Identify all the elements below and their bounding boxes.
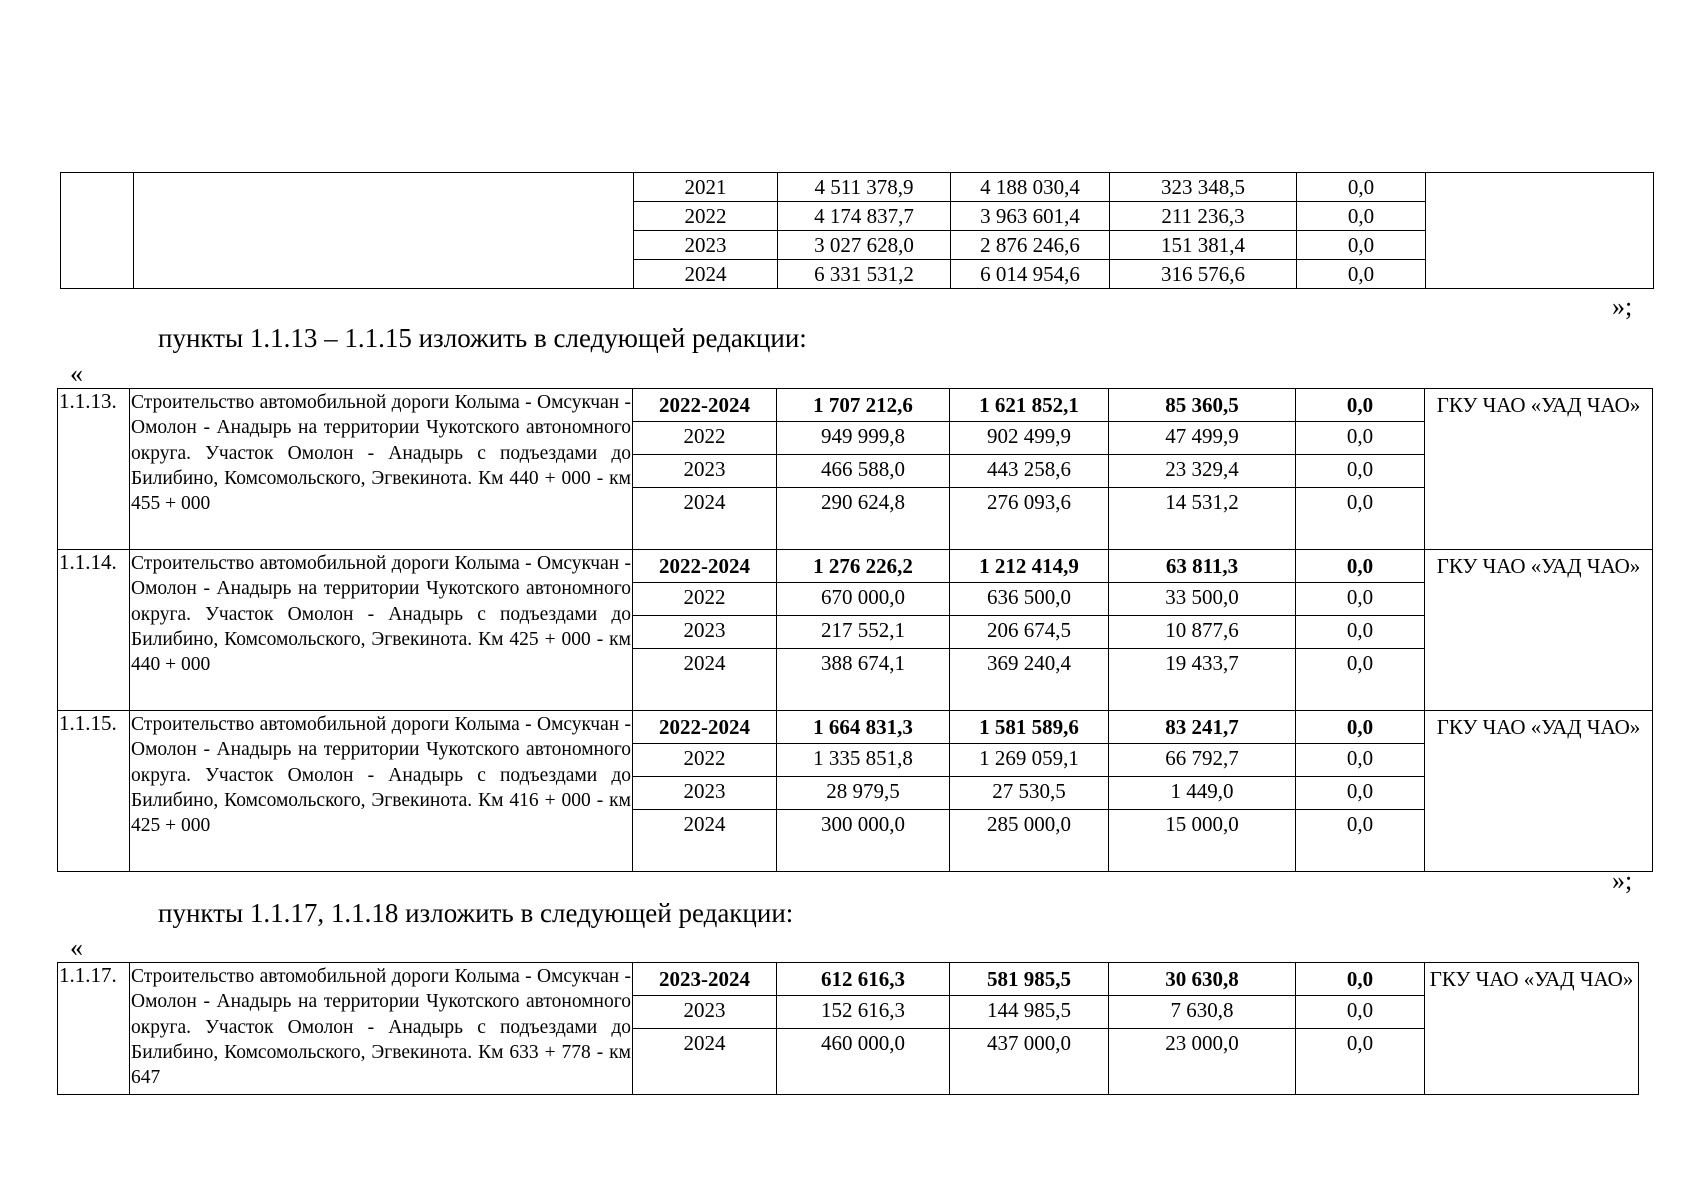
total-cell: 217 552,1 [777, 616, 950, 649]
other-cell: 0,0 [1296, 996, 1425, 1029]
item-number: 1.1.17. [58, 963, 130, 1095]
year-cell: 2023 [633, 616, 777, 649]
year-cell: 2021 [634, 173, 778, 202]
opening-quote-2: « [70, 933, 83, 962]
middle-table [57, 388, 1653, 872]
year-cell: 2022 [634, 202, 778, 231]
regional-cell: 23 000,0 [1109, 1029, 1296, 1095]
other-cell: 0,0 [1297, 231, 1426, 260]
regional-cell: 85 360,5 [1109, 389, 1296, 422]
table-row [61, 173, 1654, 202]
total-cell: 466 588,0 [777, 455, 950, 488]
year-cell: 2023 [633, 777, 777, 810]
item-description: Строительство автомобильной дороги Колыма - Омсукчан - Омолон - Анадырь на территории Чукотского автономного округа. Участок Омолон - Анадырь с подъездами до Билибино, Комсомольского, Эгвекинота. Км 425 + 000 - км 440 + 000 [130, 550, 633, 711]
year-cell: 2022 [633, 422, 777, 455]
regional-cell: 7 630,8 [1109, 996, 1296, 1029]
total-cell: 3 027 628,0 [778, 231, 951, 260]
year-cell: 2024 [633, 649, 777, 711]
regional-cell: 30 630,8 [1109, 963, 1296, 996]
other-cell: 0,0 [1296, 389, 1425, 422]
federal-cell: 206 674,5 [950, 616, 1109, 649]
federal-cell: 2 876 246,6 [951, 231, 1110, 260]
regional-cell: 83 241,7 [1109, 711, 1296, 744]
federal-cell: 3 963 601,4 [951, 202, 1110, 231]
regional-cell: 323 348,5 [1110, 173, 1297, 202]
year-cell: 2022-2024 [633, 389, 777, 422]
federal-cell: 1 212 414,9 [950, 550, 1109, 583]
item-number: 1.1.15. [58, 711, 130, 872]
other-cell: 0,0 [1297, 173, 1426, 202]
regional-cell: 47 499,9 [1109, 422, 1296, 455]
closing-quote-2: »; [1612, 866, 1633, 895]
total-cell: 460 000,0 [777, 1029, 950, 1095]
year-cell: 2022-2024 [633, 550, 777, 583]
year-cell: 2024 [633, 810, 777, 872]
year-cell: 2024 [633, 488, 777, 550]
total-cell: 290 624,8 [777, 488, 950, 550]
total-cell: 4 174 837,7 [778, 202, 951, 231]
organization-cell [1426, 173, 1654, 289]
other-cell: 0,0 [1296, 583, 1425, 616]
federal-cell: 1 621 852,1 [950, 389, 1109, 422]
responsible-organization: ГКУ ЧАО «УАД ЧАО» [1425, 963, 1639, 1095]
federal-cell: 144 985,5 [950, 996, 1109, 1029]
federal-cell: 276 093,6 [950, 488, 1109, 550]
closing-quote-1: »; [1612, 292, 1633, 321]
item-description: Строительство автомобильной дороги Колыма - Омсукчан - Омолон - Анадырь на территории Чукотского автономного округа. Участок Омолон - Анадырь с подъездами до Билибино, Комсомольского, Эгвекинота. Км 440 + 000 - км 455 + 000 [130, 389, 633, 550]
year-cell: 2022 [633, 583, 777, 616]
federal-cell: 437 000,0 [950, 1029, 1109, 1095]
responsible-organization: ГКУ ЧАО «УАД ЧАО» [1425, 550, 1653, 711]
other-cell: 0,0 [1296, 649, 1425, 711]
federal-cell: 27 530,5 [950, 777, 1109, 810]
top-table [60, 172, 1654, 289]
federal-cell: 636 500,0 [950, 583, 1109, 616]
other-cell: 0,0 [1296, 744, 1425, 777]
federal-cell: 902 499,9 [950, 422, 1109, 455]
table-row [58, 389, 1653, 422]
federal-cell: 4 188 030,4 [951, 173, 1110, 202]
table-row [58, 711, 1653, 744]
total-cell: 1 707 212,6 [777, 389, 950, 422]
other-cell: 0,0 [1297, 202, 1426, 231]
regional-cell: 211 236,3 [1110, 202, 1297, 231]
table-row [58, 550, 1653, 583]
other-cell: 0,0 [1297, 260, 1426, 289]
number-cell [61, 173, 134, 289]
regional-cell: 63 811,3 [1109, 550, 1296, 583]
federal-cell: 6 014 954,6 [951, 260, 1110, 289]
item-number: 1.1.14. [58, 550, 130, 711]
year-cell: 2023 [634, 231, 778, 260]
responsible-organization: ГКУ ЧАО «УАД ЧАО» [1425, 711, 1653, 872]
total-cell: 1 335 851,8 [777, 744, 950, 777]
regional-cell: 1 449,0 [1109, 777, 1296, 810]
regional-cell: 23 329,4 [1109, 455, 1296, 488]
regional-cell: 151 381,4 [1110, 231, 1297, 260]
total-cell: 612 616,3 [777, 963, 950, 996]
federal-cell: 581 985,5 [950, 963, 1109, 996]
federal-cell: 1 269 059,1 [950, 744, 1109, 777]
description-cell [134, 173, 634, 289]
opening-quote-1: « [70, 359, 83, 388]
bottom-table [57, 962, 1639, 1095]
federal-cell: 1 581 589,6 [950, 711, 1109, 744]
regional-cell: 19 433,7 [1109, 649, 1296, 711]
regional-cell: 14 531,2 [1109, 488, 1296, 550]
year-cell: 2022 [633, 744, 777, 777]
total-cell: 28 979,5 [777, 777, 950, 810]
other-cell: 0,0 [1296, 711, 1425, 744]
year-cell: 2024 [633, 1029, 777, 1095]
other-cell: 0,0 [1296, 488, 1425, 550]
other-cell: 0,0 [1296, 777, 1425, 810]
regional-cell: 66 792,7 [1109, 744, 1296, 777]
other-cell: 0,0 [1296, 550, 1425, 583]
item-number: 1.1.13. [58, 389, 130, 550]
total-cell: 1 664 831,3 [777, 711, 950, 744]
other-cell: 0,0 [1296, 810, 1425, 872]
year-cell: 2024 [634, 260, 778, 289]
year-cell: 2023 [633, 996, 777, 1029]
year-cell: 2023-2024 [633, 963, 777, 996]
total-cell: 388 674,1 [777, 649, 950, 711]
other-cell: 0,0 [1296, 616, 1425, 649]
total-cell: 949 999,8 [777, 422, 950, 455]
federal-cell: 285 000,0 [950, 810, 1109, 872]
item-description: Строительство автомобильной дороги Колыма - Омсукчан - Омолон - Анадырь на территории Чукотского автономного округа. Участок Омолон - Анадырь с подъездами до Билибино, Комсомольского, Эгвекинота. Км 416 + 000 - км 425 + 000 [130, 711, 633, 872]
total-cell: 300 000,0 [777, 810, 950, 872]
instruction-2: пункты 1.1.17, 1.1.18 изложить в следующей редакции: [158, 898, 794, 928]
total-cell: 4 511 378,9 [778, 173, 951, 202]
federal-cell: 369 240,4 [950, 649, 1109, 711]
year-cell: 2022-2024 [633, 711, 777, 744]
table-row [58, 963, 1639, 996]
total-cell: 6 331 531,2 [778, 260, 951, 289]
other-cell: 0,0 [1296, 1029, 1425, 1095]
other-cell: 0,0 [1296, 963, 1425, 996]
other-cell: 0,0 [1296, 455, 1425, 488]
regional-cell: 10 877,6 [1109, 616, 1296, 649]
other-cell: 0,0 [1296, 422, 1425, 455]
year-cell: 2023 [633, 455, 777, 488]
regional-cell: 15 000,0 [1109, 810, 1296, 872]
regional-cell: 316 576,6 [1110, 260, 1297, 289]
instruction-1: пункты 1.1.13 – 1.1.15 изложить в следующей редакции: [158, 323, 807, 353]
total-cell: 152 616,3 [777, 996, 950, 1029]
federal-cell: 443 258,6 [950, 455, 1109, 488]
total-cell: 1 276 226,2 [777, 550, 950, 583]
item-description: Строительство автомобильной дороги Колыма - Омсукчан - Омолон - Анадырь на территории Чукотского автономного округа. Участок Омолон - Анадырь с подъездами до Билибино, Комсомольского, Эгвекинота. Км 633 + 778 - км 647 [130, 963, 633, 1095]
responsible-organization: ГКУ ЧАО «УАД ЧАО» [1425, 389, 1653, 550]
total-cell: 670 000,0 [777, 583, 950, 616]
regional-cell: 33 500,0 [1109, 583, 1296, 616]
